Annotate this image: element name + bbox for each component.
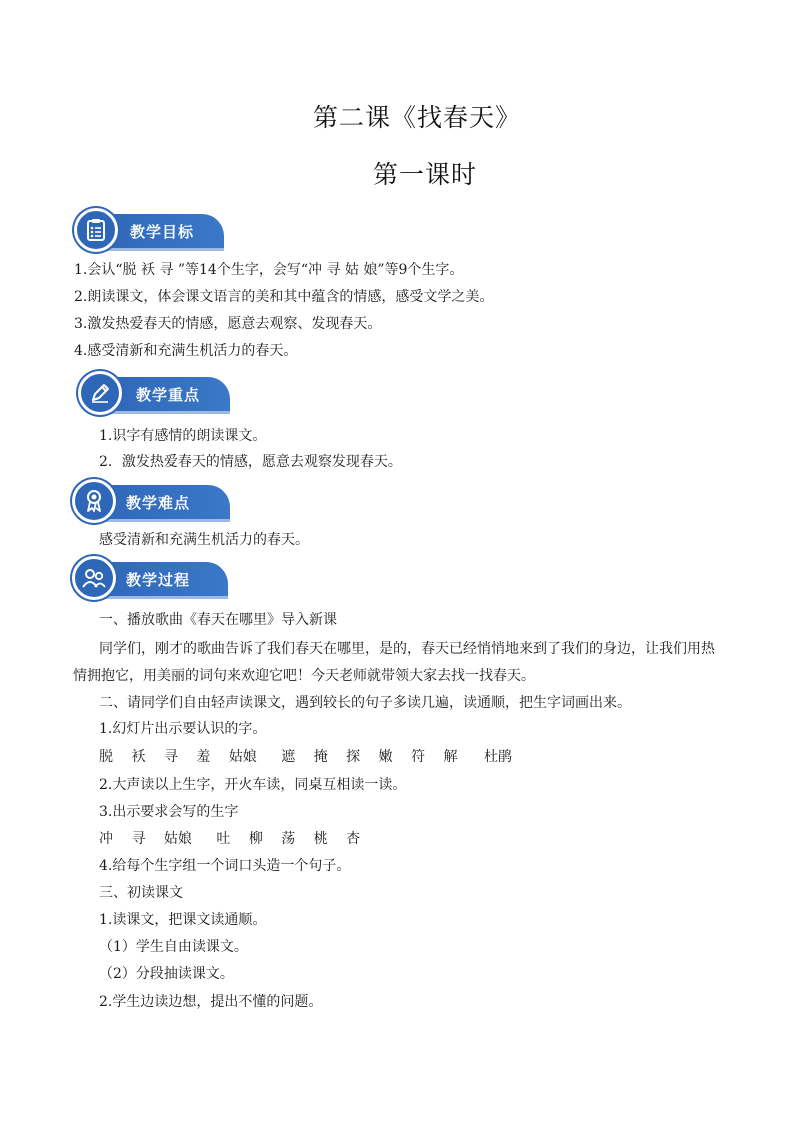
section-heading-focus: 教学重点 [136,386,201,404]
pencil-icon [78,371,122,415]
section-heading-difficulty: 教学难点 [126,494,191,512]
page-title: 第二课《找春天》 [312,103,521,132]
process-paragraph: 3.出示要求会写的生字 [99,804,239,820]
character: 符 [411,749,426,765]
process-paragraph: 1.幻灯片出示要认识的字。 [99,721,267,737]
section-heading-goals: 教学目标 [130,223,195,241]
page-subtitle: 第一课时 [372,160,477,189]
focus-item: 1.识字有感情的朗读课文。 [99,428,267,444]
process-paragraph: 二、请同学们自由轻声读课文，遇到较长的句子多读几遍，读通顺，把生字词画出来。 [99,695,631,711]
clipboard-icon [74,208,118,252]
process-paragraph: 同学们，刚才的歌曲告诉了我们春天在哪里，是的，春天已经悄悄地来到了我们的身边，让我们用热 [99,641,715,657]
character: 寻 [131,831,146,847]
character: 吐 [216,831,231,847]
character: 脱 [99,749,113,765]
process-paragraph: 三、初读课文 [99,885,183,901]
character: 冲 [99,831,113,847]
process-paragraph: 2.学生边读边想，提出不懂的问题。 [99,994,323,1010]
award-ribbon-icon [72,479,116,523]
section-banner-focus [78,375,232,415]
character: 姑娘 [228,749,257,765]
section-banner-goals [74,212,226,252]
process-paragraph: 1.读课文，把课文读通顺。 [99,912,267,928]
character: 荡 [281,831,296,847]
process-paragraph: 2.大声读以上生字，开火车读，同桌互相读一读。 [99,777,407,793]
character: 桃 [313,831,328,847]
process-paragraph: 4.给每个生字组一个词口头造一个句子。 [99,858,351,874]
character: 探 [346,749,361,765]
write-characters-row [99,830,360,848]
goal-item: 3.激发热爱春天的情感，愿意去观察、发现春天。 [74,316,382,332]
character: 姑娘 [163,831,192,847]
character: 掩 [313,749,328,765]
goal-item: 2.朗读课文，体会课文语言的美和其中蕴含的情感，感受文学之美。 [74,289,494,305]
character: 杜鹃 [483,749,512,765]
character: 遮 [281,749,296,765]
process-paragraph: （2）分段抽读课文。 [99,966,234,982]
process-paragraph: 情拥抱它，用美丽的词句来欢迎它吧！今天老师就带领大家去找一找春天。 [73,668,535,684]
focus-item: 2．激发热爱春天的情感，愿意去观察发现春天。 [99,454,402,470]
character: 袄 [131,749,146,765]
character: 杏 [346,831,361,847]
character: 嫩 [378,749,393,765]
character: 柳 [248,831,263,847]
character: 羞 [196,749,211,765]
process-paragraph: （1）学生自由读课文。 [99,939,248,955]
character: 寻 [163,749,178,765]
goal-item: 1.会认“脱 袄 寻 ”等14个生字，会写“冲 寻 姑 娘”等9个生字。 [74,262,464,278]
goal-item: 4.感受清新和充满生机活力的春天。 [74,343,298,359]
character: 解 [443,749,458,765]
section-banner-difficulty [72,483,232,523]
process-paragraph: 一、播放歌曲《春天在哪里》导入新课 [99,612,337,628]
section-heading-process: 教学过程 [126,571,191,589]
people-icon [72,556,116,600]
recognize-characters-row [99,748,512,766]
section-banner-process [72,560,230,600]
difficulty-item: 感受清新和充满生机活力的春天。 [99,532,309,548]
